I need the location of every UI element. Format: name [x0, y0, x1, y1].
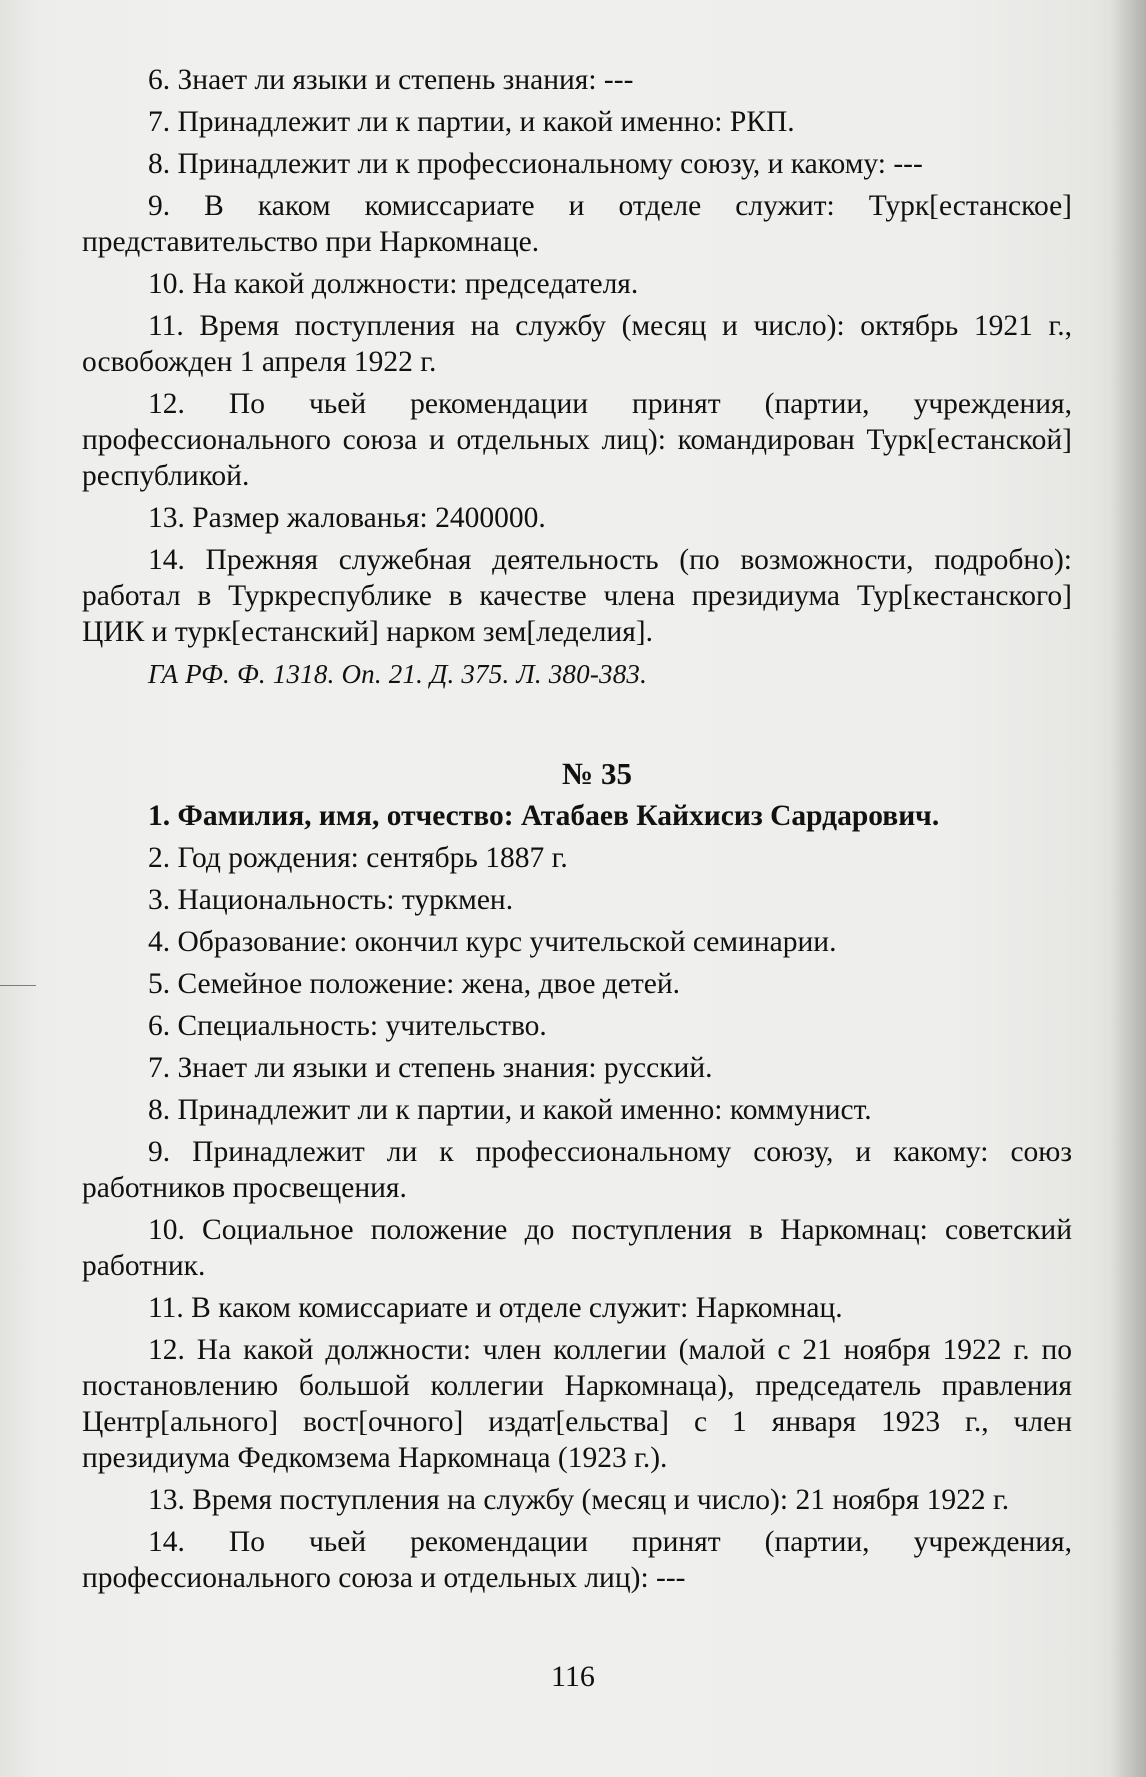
item-paragraph: 5. Семейное положение: жена, двое детей.: [148, 968, 681, 1000]
item-paragraph: 2. Год рождения: сентябрь 1887 г.: [148, 842, 568, 874]
item-paragraph: 12. По чьей рекомендации принят (партии, учреждения, профессионального союза и отдельных лиц): командирован Турк[естанской] республикой.: [82, 388, 1072, 492]
item-paragraph: 13. Размер жалованья: 2400000.: [148, 502, 546, 534]
item-paragraph: 7. Принадлежит ли к партии, и какой именно: РКП.: [148, 106, 795, 138]
item-paragraph: 4. Образование: окончил курс учительской семинарии.: [148, 926, 837, 958]
item-paragraph: 8. Принадлежит ли к партии, и какой именно: коммунист.: [148, 1094, 872, 1126]
item-paragraph: 10. На какой должности: председателя.: [148, 268, 639, 300]
item-paragraph: 10. Социальное положение до поступления в Наркомнац: советский работник.: [82, 1214, 1072, 1282]
person-name: 1. Фамилия, имя, отчество: Атабаев Кайхисиз Сардарович.: [148, 800, 940, 832]
item-paragraph: 3. Национальность: туркмен.: [148, 884, 514, 916]
archive-source: ГА РФ. Ф. 1318. Оп. 21. Д. 375. Л. 380-383.: [148, 659, 648, 689]
item-paragraph: 12. На какой должности: член коллегии (малой с 21 ноября 1922 г. по постановлению большой коллегии Наркомнаца), председатель правления Центр[ального] вост[очного] издат[ельства] с 1 января 1923 г., член президиума Федкомзема Наркомнаца (1923 г.).: [82, 1334, 1072, 1474]
page-content: [82, 62, 1072, 1602]
item-paragraph: 13. Время поступления на службу (месяц и число): 21 ноября 1922 г.: [148, 1484, 1010, 1516]
binding-shadow: [1110, 0, 1146, 1777]
item-paragraph: 14. Прежняя служебная деятельность (по возможности, подробно): работал в Туркреспублике в качестве члена президиума Тур[кестанского] ЦИК и турк[естанский] нарком зем[леделия].: [82, 544, 1072, 648]
item-paragraph: 11. В каком комиссариате и отделе служит: Наркомнац.: [148, 1292, 843, 1324]
document-number: № 35: [562, 756, 632, 791]
item-paragraph: 6. Знает ли языки и степень знания: ---: [148, 64, 634, 96]
item-paragraph: 8. Принадлежит ли к профессиональному союзу, и какому: ---: [148, 148, 923, 180]
item-paragraph: 7. Знает ли языки и степень знания: русский.: [148, 1052, 713, 1084]
item-paragraph: 6. Специальность: учительство.: [148, 1010, 547, 1042]
item-paragraph: 9. В каком комиссариате и отделе служит: Турк[естанское] представительство при Наркомнаце.: [82, 190, 1072, 258]
margin-mark: [0, 985, 36, 986]
item-paragraph: 14. По чьей рекомендации принят (партии, учреждения, профессионального союза и отдельных лиц): ---: [82, 1526, 1072, 1594]
page-number: 116: [551, 1660, 595, 1693]
item-paragraph: 11. Время поступления на службу (месяц и число): октябрь 1921 г., освобожден 1 апреля 1922 г.: [82, 310, 1072, 378]
item-paragraph: 9. Принадлежит ли к профессиональному союзу, и какому: союз работников просвещения.: [82, 1136, 1072, 1204]
